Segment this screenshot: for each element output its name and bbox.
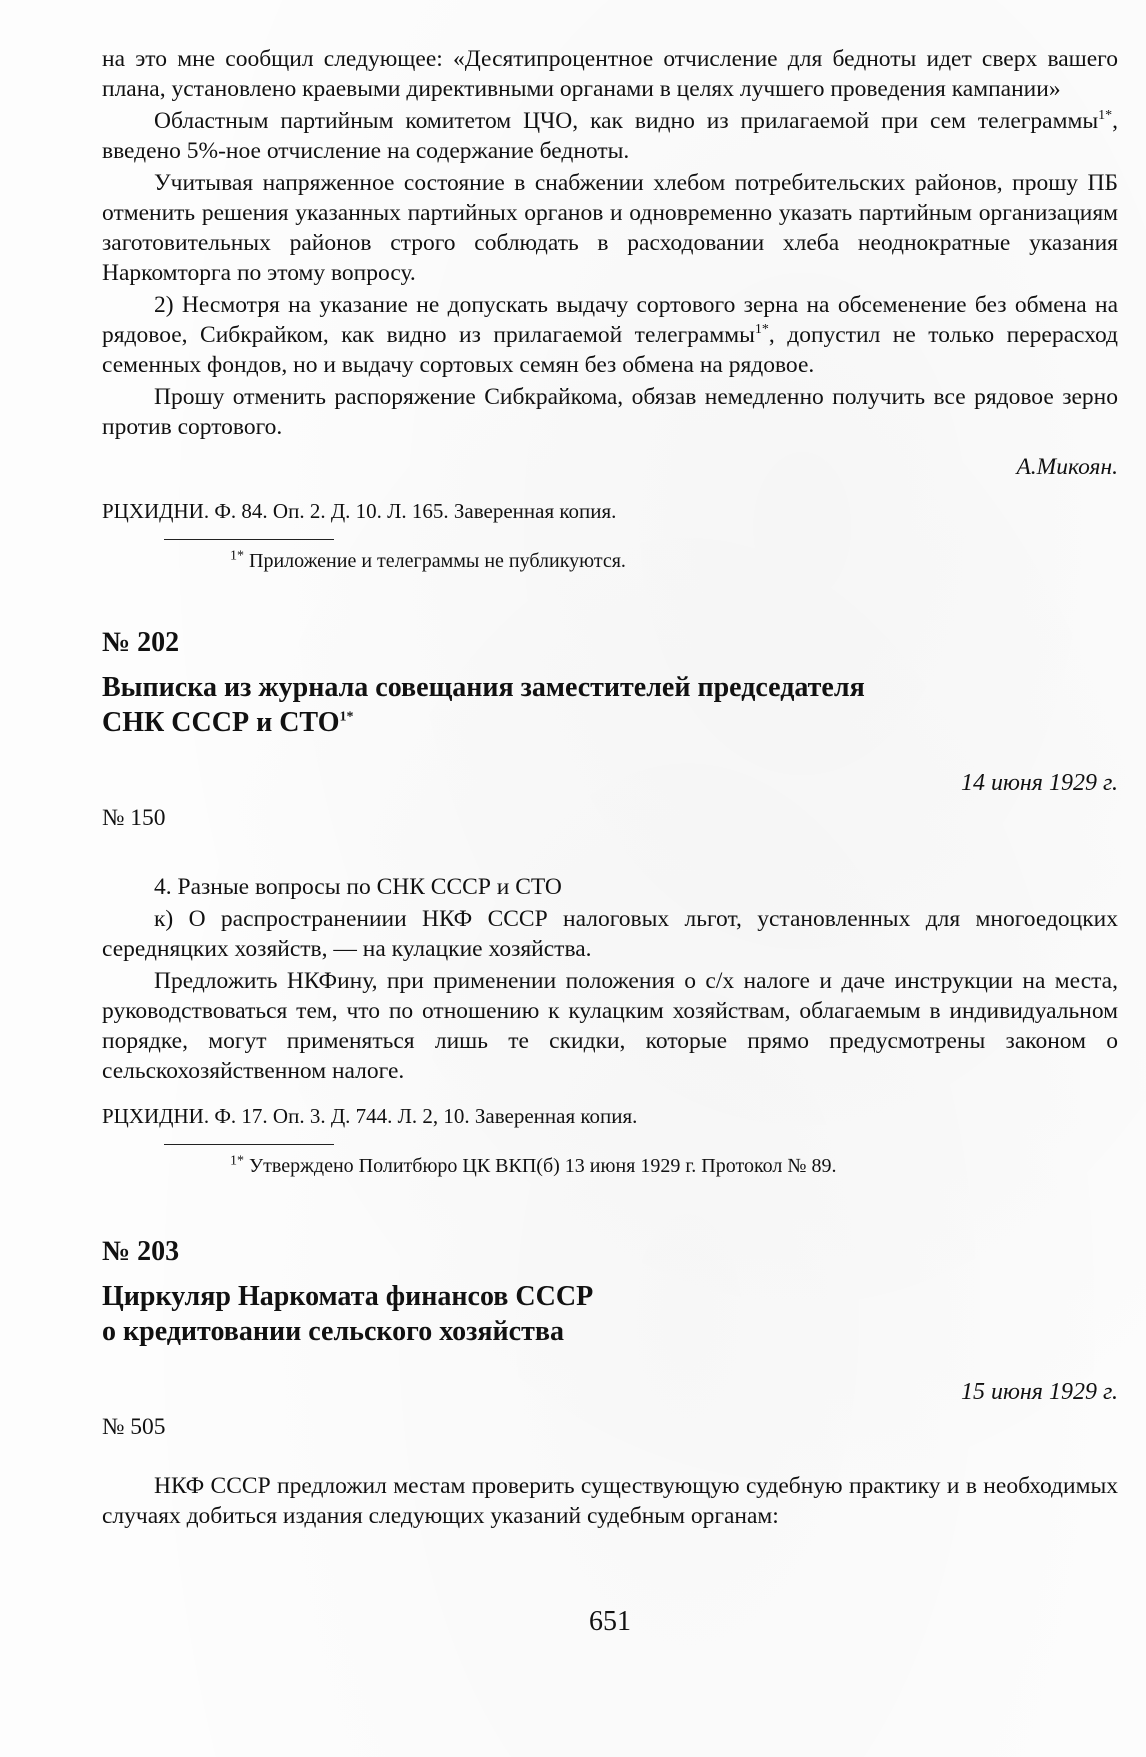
footnote-divider: [164, 1144, 334, 1145]
signature: А.Микоян.: [1016, 454, 1118, 480]
paragraph: к) О распространениии НКФ СССР налоговых льгот, установленных для многоедоцких середняцких хозяйств, — на кулацкие хозяйства.: [102, 906, 1118, 962]
document-title: Выписка из журнала совещания заместителей председателя СНК СССР и $СТО^{1*}$: [102, 672, 865, 738]
archive-source: РЦХИДНИ. Ф. 84. Оп. 2. Д. 10. Л. 165. Заверенная копия.: [102, 499, 617, 523]
paragraph: Прошу отменить распоряжение Сибкрайкома, обязав немедленно получить все рядовое зерно против сортового.: [102, 384, 1118, 440]
paragraph: Областным партийным комитетом ЦЧО, как видно из прилагаемой при сем телеграммы$^{1*}$, введено 5%-ное отчисление на содержание бедноты.: [102, 108, 1118, 164]
footnote-reference: 1*: [754, 322, 769, 338]
paragraph: НКФ СССР предложил местам проверить существующую судебную практику и в необходимых случаях добиться издания следующих указаний судебным органам:: [102, 1473, 1118, 1529]
document-number: № 202: [102, 627, 180, 658]
footnote-reference: 1*: [339, 709, 354, 725]
paragraph: на это мне сообщил следующее: «Десятипроцентное отчисление для бедноты идет сверх вашего плана, установлено краевыми директивными органами в целях лучшего проведения кампании»: [102, 46, 1118, 102]
archive-source: РЦХИДНИ. Ф. 17. Оп. 3. Д. 744. Л. 2, 10. Заверенная копия.: [102, 1104, 638, 1128]
registration-number: № 150: [102, 805, 166, 831]
paragraph: 2) Несмотря на указание не допускать выдачу сортового зерна на обсеменение без обмена на рядовое, Сибкрайком, как видно из прилагаемой телеграммы$^{1*}$, допустил не только перерасход семенных фондов, но и выдачу сортовых семян без обмена на рядовое.: [102, 292, 1118, 378]
paragraph: Учитывая напряженное состояние в снабжении хлебом потребительских районов, прошу ПБ отменить решения указанных партийных органов и одновременно указать партийным организациям заготовительных районов строго соблюдать в расходовании хлеба неоднократные указания Наркомторга по этому вопросу.: [102, 170, 1118, 286]
document-title: Циркуляр Наркомата финансов СССР о кредитовании сельского хозяйства: [102, 1281, 594, 1347]
registration-number: № 505: [102, 1414, 166, 1440]
document-date: 15 июня 1929 г.: [960, 1379, 1118, 1405]
document-date: 14 июня 1929 г.: [960, 770, 1118, 796]
paragraph: 4. Разные вопросы по СНК СССР и СТО: [154, 874, 562, 900]
footnote: $^{1*}$ Приложение и телеграммы не публикуются.: [230, 548, 626, 572]
footnote-divider: [164, 539, 334, 540]
footnote: $^{1*}$ Утверждено Политбюро ЦК ВКП(б) 13 июня 1929 г. Протокол № 89.: [230, 1153, 837, 1177]
document-number: № 203: [102, 1236, 180, 1267]
paragraph: Предложить НКФину, при применении положения о с/х налоге и даче инструкции на места, руководствоваться тем, что по отношению к кулацким хозяйствам, облагаемым в индивидуальном порядке, могут применяться лишь те скидки, которые прямо предусмотрены законом о сельскохозяйственном налоге.: [102, 968, 1118, 1084]
footnote-reference: 1*: [1098, 108, 1113, 124]
page-number: 651: [589, 1606, 631, 1637]
